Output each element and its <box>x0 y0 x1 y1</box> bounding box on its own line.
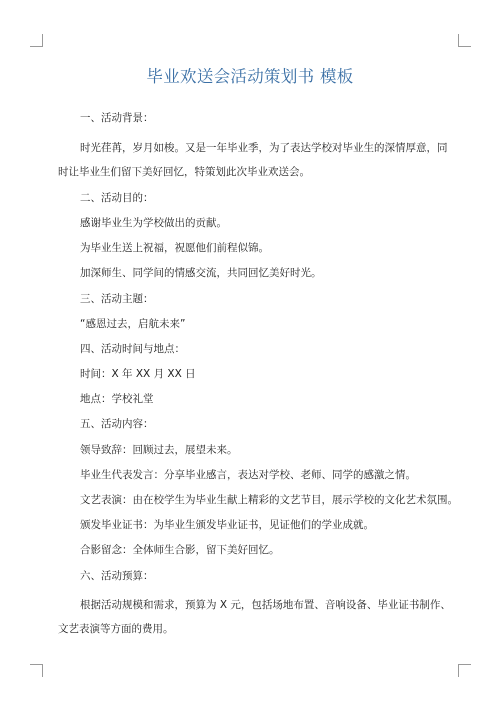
paragraph-line: 根据活动规模和需求，预算为 X 元，包括场地布置、音响设备、毕业证书制作、 <box>80 599 451 611</box>
section-heading-theme: 三、活动主题： <box>80 293 154 305</box>
paragraph-line: 颁发毕业证书：为毕业生颁发毕业证书，见证他们的学业成就。 <box>80 519 374 531</box>
document-title: 毕业欢送会活动策划书 模板 <box>146 67 354 86</box>
paragraph-line: 时让毕业生们留下美好回忆，特策划此次毕业欢送会。 <box>58 166 310 178</box>
paragraph-line: 毕业生代表发言：分享毕业感言，表达对学校、老师、同学的感激之情。 <box>80 469 416 481</box>
section-heading-budget: 六、活动预算： <box>80 570 154 582</box>
paragraph-line: 合影留念：全体师生合影，留下美好回忆。 <box>80 544 280 556</box>
paragraph-line: 文艺表演：由在校学生为毕业生献上精彩的文艺节目，展示学校的文化艺术氛围。 <box>80 494 458 506</box>
crop-mark-bottom-right <box>458 664 471 677</box>
section-heading-time-place: 四、活动时间与地点： <box>80 343 185 355</box>
paragraph-line: “感恩过去，启航未来” <box>80 318 186 330</box>
paragraph-line: 时光荏苒，岁月如梭。又是一年毕业季，为了表达学校对毕业生的深情厚意，同 <box>80 142 448 154</box>
paragraph-line: 文艺表演等方面的费用。 <box>58 623 174 635</box>
paragraph-line: 为毕业生送上祝福，祝愿他们前程似锦。 <box>80 242 269 254</box>
section-heading-content: 五、活动内容： <box>80 418 154 430</box>
paragraph-line: 领导致辞：回顾过去，展望未来。 <box>80 444 238 456</box>
paragraph-line: 加深师生、同学间的情感交流，共同回忆美好时光。 <box>80 267 322 279</box>
crop-mark-top-right <box>458 34 471 47</box>
paragraph-line: 感谢毕业生为学校做出的贡献。 <box>80 217 227 229</box>
paragraph-line: 地点：学校礼堂 <box>80 393 154 405</box>
crop-mark-top-left <box>30 34 43 47</box>
section-heading-background: 一、活动背景： <box>80 112 154 124</box>
crop-mark-bottom-left <box>30 664 43 677</box>
section-heading-purpose: 二、活动目的： <box>80 192 154 204</box>
paragraph-line: 时间：X 年 XX 月 XX 日 <box>80 368 196 380</box>
